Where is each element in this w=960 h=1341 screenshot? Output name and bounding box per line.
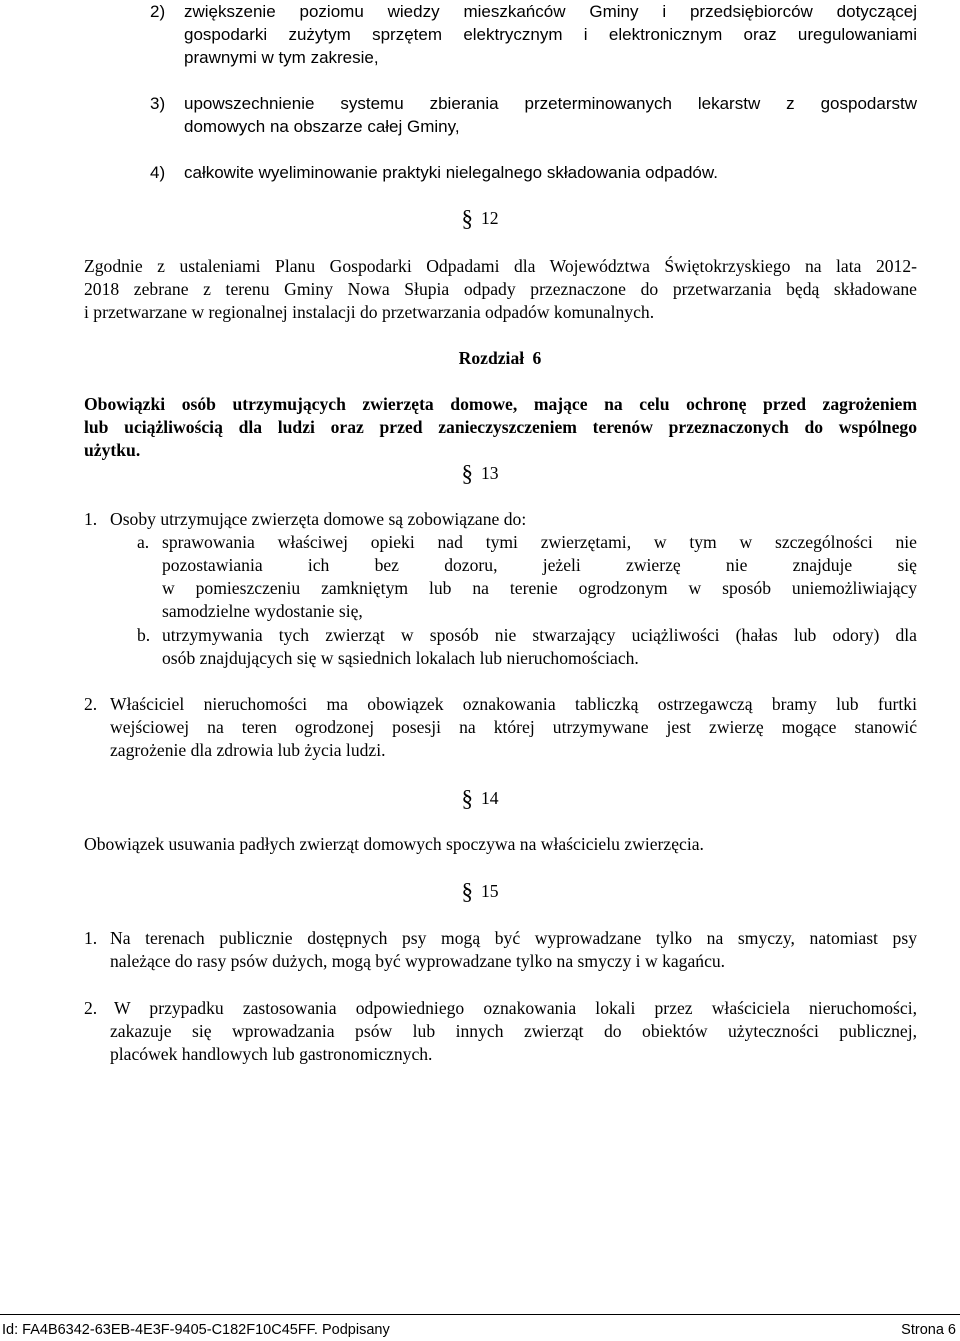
point-marker: 1.	[84, 509, 98, 529]
chapter-heading-line: użytku.	[84, 440, 141, 460]
list-item-line: zwiększenie poziomu wiedzy mieszkańców Gminy i przedsiębiorców dotyczącej	[184, 2, 917, 21]
section-number: 14	[480, 788, 499, 808]
section-sign: §	[461, 206, 473, 231]
section-number: 12	[480, 208, 499, 228]
footer-page-number: Strona 6	[901, 1322, 956, 1338]
subpoint-line: samodzielne wydostanie się,	[162, 601, 363, 621]
section-12-heading	[0, 207, 960, 230]
point-line: placówek handlowych lub gastronomicznych.	[110, 1044, 433, 1064]
footer-document-id: Id: FA4B6342-63EB-4E3F-9405-C182F10C45FF. Podpisany	[2, 1322, 390, 1338]
section-sign: §	[461, 786, 473, 811]
list-item-marker: 2)	[150, 2, 166, 21]
section-12-line: Zgodnie z ustaleniami Planu Gospodarki Odpadami dla Województwa Świętokrzyskiego na lata 2012-	[84, 256, 917, 276]
point-line: W przypadku zastosowania odpowiedniego oznakowania lokali przez właściciela nieruchomości,	[114, 998, 917, 1018]
section-number: 13	[480, 463, 499, 483]
section-12-line: 2018 zebrane z terenu Gminy Nowa Słupia odpady przeznaczone do przetwarzania będą składowane	[84, 279, 917, 299]
section-13-heading	[0, 462, 960, 485]
point-marker: 2.	[84, 998, 98, 1018]
list-item-marker: 4)	[150, 163, 166, 182]
section-number: 15	[480, 881, 499, 901]
footer-divider	[0, 1314, 960, 1315]
point-line: wejściowej na teren ogrodzonej posesji na której utrzymywane jest zwierzę mogące stanowić	[110, 717, 917, 737]
list-item-line: całkowite wyeliminowanie praktyki nielegalnego składowania odpadów.	[184, 163, 718, 182]
section-14-text: Obowiązek usuwania padłych zwierząt domowych spoczywa na właścicielu zwierzęcia.	[84, 834, 704, 854]
chapter-title: Rozdział 6	[458, 348, 542, 368]
chapter-heading-line: Obowiązki osób utrzymujących zwierzęta domowe, mające na celu ochronę przed zagrożeniem	[84, 394, 917, 414]
point-line: Na terenach publicznie dostępnych psy mogą być wyprowadzane tylko na smyczy, natomiast psy	[110, 928, 917, 948]
point-marker: 1.	[84, 928, 98, 948]
point-line: Właściciel nieruchomości ma obowiązek oznakowania tabliczką ostrzegawczą bramy lub furtki	[110, 694, 917, 714]
subpoint-line: pozostawiania ich bez dozoru, jeżeli zwierzę nie znajduje się	[162, 555, 917, 575]
section-14-heading	[0, 787, 960, 810]
subpoint-marker: a.	[137, 532, 150, 552]
point-text: Osoby utrzymujące zwierzęta domowe są zobowiązane do:	[110, 509, 527, 529]
point-line: zakazuje się wprowadzania psów lub innych zwierząt do obiektów użyteczności publicznej,	[110, 1021, 917, 1041]
subpoint-line: utrzymywania tych zwierząt w sposób nie stwarzający uciążliwości (hałas lub odory) dla	[162, 625, 917, 645]
subpoint-line: sprawowania właściwej opieki nad tymi zwierzętami, w tym w szczególności nie	[162, 532, 917, 552]
subpoint-line: w pomieszczeniu zamkniętym lub na terenie ogrodzonym w sposób uniemożliwiający	[162, 578, 917, 598]
list-item-line: upowszechnienie systemu zbierania przeterminowanych lekarstw z gospodarstw	[184, 94, 917, 113]
section-sign: §	[461, 461, 473, 486]
subpoint-marker: b.	[137, 625, 151, 645]
subpoint-line: osób znajdujących się w sąsiednich lokalach lub nieruchomościach.	[162, 648, 639, 668]
list-item-line: prawnymi w tym zakresie,	[184, 48, 379, 67]
point-line: zagrożenie dla zdrowia lub życia ludzi.	[110, 740, 386, 760]
chapter-heading-line: lub uciążliwością dla ludzi oraz przed zanieczyszczeniem terenów przeznaczonych do wspólnego	[84, 417, 917, 437]
point-marker: 2.	[84, 694, 98, 714]
list-item-marker: 3)	[150, 94, 166, 113]
section-sign: §	[461, 879, 473, 904]
list-item-line: domowych na obszarze całej Gminy,	[184, 117, 460, 136]
point-line: należące do rasy psów dużych, mogą być wyprowadzane tylko na smyczy i w kagańcu.	[110, 951, 726, 971]
section-15-heading	[0, 880, 960, 903]
list-item-line: gospodarki zużytym sprzętem elektrycznym i elektronicznym oraz uregulowaniami	[184, 25, 917, 44]
section-12-line: i przetwarzane w regionalnej instalacji do przetwarzania odpadów komunalnych.	[84, 302, 655, 322]
